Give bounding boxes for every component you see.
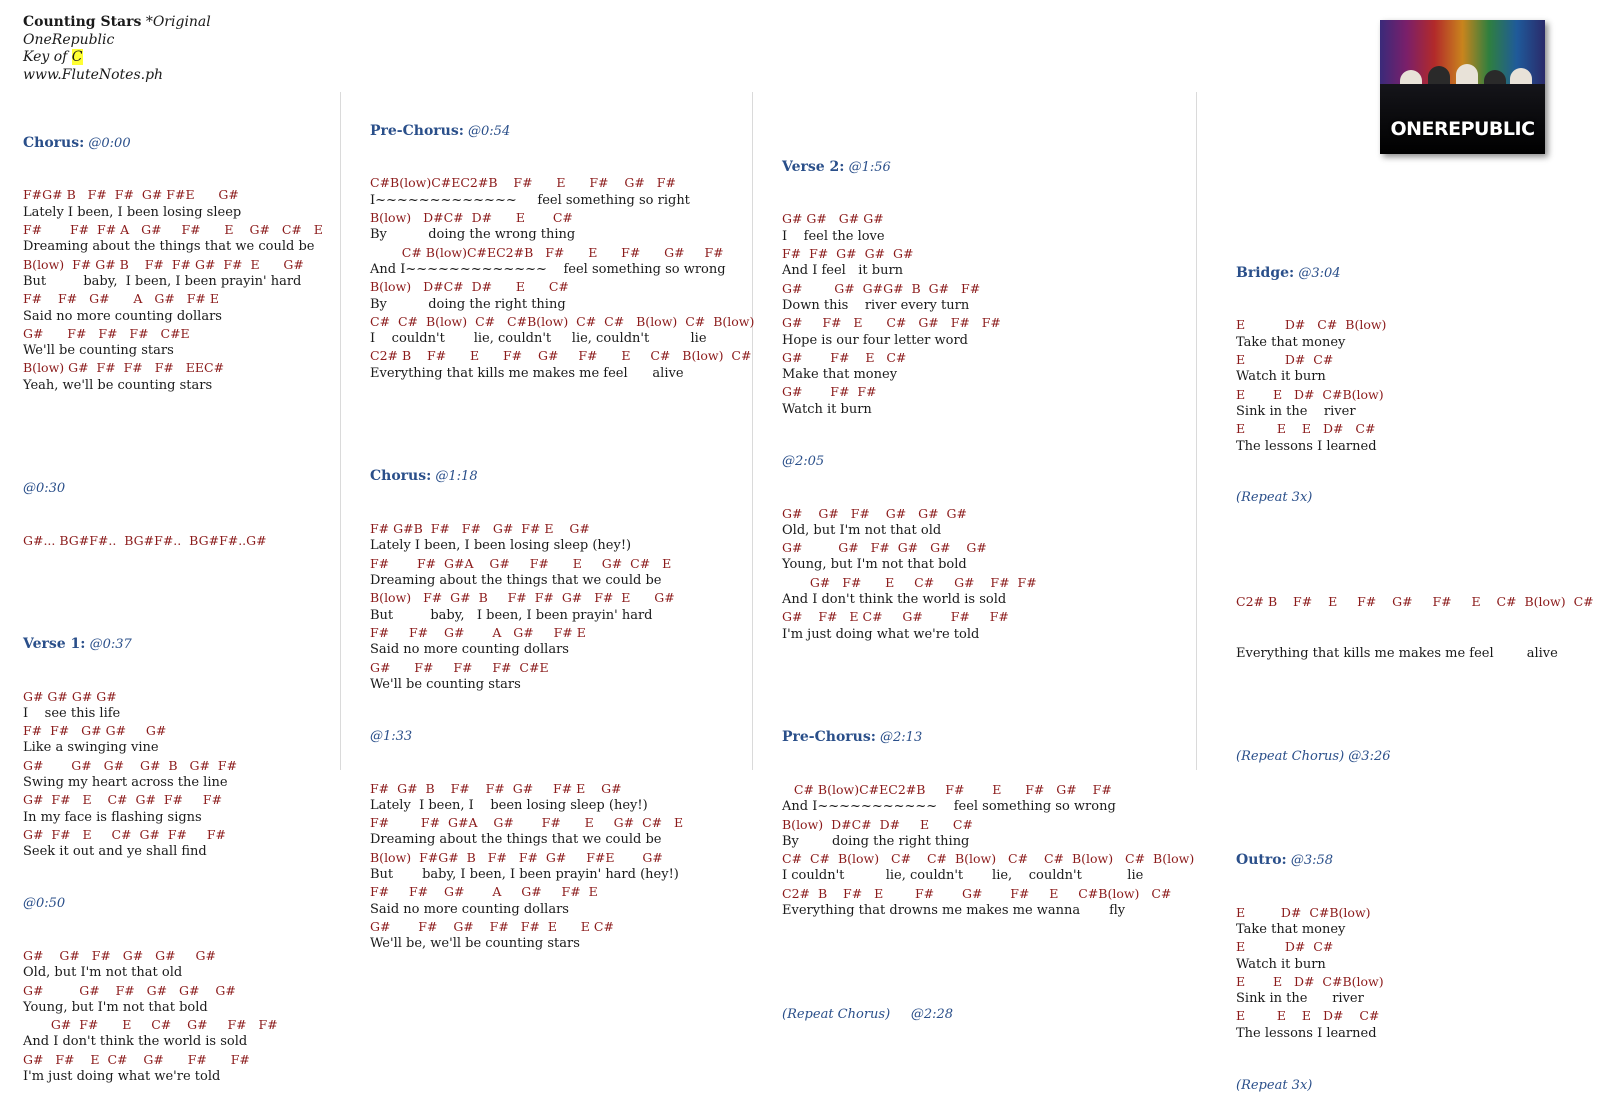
song-title: Counting Stars <box>23 14 142 30</box>
lyric-line: By doing the right thing <box>782 833 970 849</box>
column-divider <box>1196 92 1197 770</box>
chord-line: G# F# E C# G# F# F# <box>23 826 227 842</box>
chord-line: C# C# B(low) C# C# B(low) C# C# B(low) C# B(low) <box>782 851 1195 867</box>
chord-line: F# F# G# A G# F# E <box>370 884 598 900</box>
section-header <box>370 123 754 140</box>
chord-line: G# F# F# F# C#E <box>23 325 190 341</box>
lyric-line: Like a swinging vine <box>23 740 159 756</box>
section-label: Bridge: <box>1236 264 1295 281</box>
lyric-line: Take that money <box>1236 334 1346 350</box>
lyric-line: Lately I been, I been losing sleep (hey!) <box>370 538 632 554</box>
interlude-time: @0:30 <box>23 481 66 497</box>
section-time: @0:00 <box>88 135 131 151</box>
section-label: Verse 1: <box>23 635 86 652</box>
section-time: @0:50 <box>23 896 66 912</box>
artist-name: OneRepublic <box>23 31 115 48</box>
chord-line: G# G# G# G# <box>782 211 884 227</box>
lyric-line: Said no more counting dollars <box>370 901 569 917</box>
chord-line: F# F# G#A G# F# E G# C# E <box>370 555 672 571</box>
lyric-line: And I don't think the world is sold <box>782 592 1007 608</box>
chord-line: G# G# G# G# <box>23 688 117 704</box>
chord-line: G# F# E C# G# F# F# <box>23 1051 250 1067</box>
section-time: @1:56 <box>848 159 891 175</box>
lyric-line: By doing the wrong thing <box>370 227 576 243</box>
chord-line: G# F# E C# G# F# F# <box>782 315 1001 331</box>
chord-line: B(low) D#C# D# E C# <box>782 816 973 832</box>
lyric-line: Old, but I'm not that old <box>782 522 942 538</box>
lyric-line: I feel the love <box>782 228 885 244</box>
section-label: Chorus: <box>370 468 432 485</box>
chord-line: G# F# F# <box>782 384 877 400</box>
line-group <box>370 520 754 693</box>
chord-line: G# F# E C# <box>782 349 907 365</box>
lyric-line: Seek it out and ye shall find <box>23 844 207 860</box>
chord-line: G# F# E C# G# F# F# <box>782 609 1009 625</box>
section-label: Verse 2: <box>782 158 845 175</box>
section-header <box>23 636 323 653</box>
section-label: Pre-Chorus: <box>370 122 464 139</box>
lyric-line: But baby, I been, I been prayin' hard <box>23 273 302 289</box>
chord-line: B(low) F#G# B F# F# G# F#E G# <box>370 849 663 865</box>
lyric-line: But baby, I been, I been prayin' hard <box>370 607 653 623</box>
section-time: @1:18 <box>435 469 478 485</box>
lyric-line: And I feel it burn <box>782 263 904 279</box>
column-4 <box>1236 230 1594 1111</box>
section-time: @0:37 <box>89 636 132 652</box>
lyric-line: Down this river every turn <box>782 297 970 313</box>
chord-line: C# B(low)C#EC2#B F# E F# G# F# <box>370 244 724 260</box>
line-group <box>1236 904 1594 1042</box>
chord-line: F# G#B F# F# G# F# E G# <box>370 521 590 537</box>
line-group <box>23 186 323 394</box>
section-header <box>1236 265 1594 282</box>
line-group <box>370 174 754 382</box>
lyric-line: Swing my heart across the line <box>23 774 228 790</box>
lyric-line: Lately I been, I been losing sleep (hey!) <box>370 797 648 813</box>
line-group <box>23 947 323 1085</box>
lyric-line: Sink in the river <box>1236 403 1356 419</box>
lyric-line: By doing the right thing <box>370 296 566 312</box>
repeat-chorus-note <box>782 1006 1194 1023</box>
section-header <box>370 468 754 485</box>
chord-line: C# C# B(low) C# C#B(low) C# C# B(low) C# B(low) <box>370 313 755 329</box>
chord-line: B(low) G# F# F# F# EEC# <box>23 360 225 376</box>
chord-line: B(low) D#C# D# E C# <box>370 210 573 226</box>
repeat-time: @2:28 <box>910 1006 954 1022</box>
chord-line: C2# B F# E F# G# F# E C# B(low) C# <box>1236 593 1594 609</box>
lyric-line: We'll be, we'll be counting stars <box>370 936 580 952</box>
chord-line: E E E D# C# <box>1236 421 1376 437</box>
chord-line: E D# C#B(low) <box>1236 904 1371 920</box>
song-key: C <box>71 49 83 65</box>
chord-line: B(low) F# G# B F# F# G# F# E G# <box>370 590 675 606</box>
section-time: @0:54 <box>468 123 511 139</box>
title-note: *Original <box>145 14 211 30</box>
column-2 <box>370 88 754 970</box>
chord-line: B(low) F# G# B F# F# G# F# E G# <box>23 256 304 272</box>
lyric-line: Watch it burn <box>782 401 872 417</box>
section-time: @3:04 <box>1298 265 1341 281</box>
chord-line: E E D# C#B(low) <box>1236 973 1384 989</box>
chord-line: G# F# E C# G# F# F# <box>23 792 223 808</box>
chord-line: C2# B F# E F# G# F# E C# B(low) C# <box>370 348 752 364</box>
chord-line: E E D# C#B(low) <box>1236 386 1384 402</box>
lyric-line: Everything that kills me makes me feel alive <box>370 365 684 381</box>
repeat-note: (Repeat 3x) <box>1236 1077 1313 1093</box>
lyric-line: The lessons I learned <box>1236 1025 1377 1041</box>
lyric-line: But baby, I been, I been prayin' hard (hey!) <box>370 867 679 883</box>
lyric-line: I see this life <box>23 705 121 721</box>
lyric-line: Everything that kills me makes me feel alive <box>1236 645 1558 661</box>
chord-line: F# F# F# A G# F# E G# C# E <box>23 222 323 238</box>
line-group <box>370 780 754 953</box>
chord-line: G# G# F# G# G# G# <box>23 947 216 963</box>
lyric-line: Young, but I'm not that bold <box>782 557 967 573</box>
lyric-line: Young, but I'm not that bold <box>23 999 208 1015</box>
lyric-line: We'll be counting stars <box>23 343 174 359</box>
chord-line: F# F# G#A G# F# E G# C# E <box>370 815 684 831</box>
chord-line: C# B(low)C#EC2#B F# E F# G# F# <box>782 781 1112 797</box>
section-time: @2:13 <box>880 730 923 746</box>
repeat-time: @3:26 <box>1348 749 1391 765</box>
chord-line: F#G# B F# F# G# F#E G# <box>23 187 239 203</box>
lyric-line: Watch it burn <box>1236 369 1326 385</box>
key-label: Key of <box>23 49 68 65</box>
section-time: @3:58 <box>1290 852 1334 868</box>
chord-line: E D# C# B(low) <box>1236 317 1387 333</box>
chord-line: G# F# E C# G# F# F# <box>23 1017 278 1033</box>
repeat-text: (Repeat Chorus) <box>1236 749 1345 765</box>
site-url: www.FluteNotes.ph <box>23 66 164 83</box>
section-header <box>782 729 1194 746</box>
lyric-line: And I~~~~~~~~~~~ feel something so wrong <box>782 799 1116 815</box>
chord-line: F# F# G# A G# F# E <box>370 624 586 640</box>
chord-line: G# F# G# F# F# E E C# <box>370 918 614 934</box>
lyric-line: The lessons I learned <box>1236 438 1377 454</box>
lyric-line: Make that money <box>782 367 898 383</box>
lyric-line: Watch it burn <box>1236 956 1326 972</box>
lyric-line: Everything that drowns me makes me wanna fly <box>782 903 1126 919</box>
line-group <box>782 505 1194 643</box>
section-time: @2:05 <box>782 453 825 469</box>
lyric-line: Dreaming about the things that we could be <box>23 239 315 255</box>
section-time: @1:33 <box>370 728 413 744</box>
section-label: Chorus: <box>23 134 85 151</box>
line-group <box>23 688 323 861</box>
lyric-line: Dreaming about the things that we could be <box>370 832 662 848</box>
section-label: Outro: <box>1236 851 1287 868</box>
lyric-line: Sink in the river <box>1236 991 1364 1007</box>
line-group <box>782 781 1194 919</box>
lyric-line: I couldn't lie, couldn't lie, couldn't lie <box>370 331 707 347</box>
chord-line: F# F# G# A G# F# E <box>23 291 219 307</box>
repeat-note: (Repeat 3x) <box>1236 490 1313 506</box>
lyric-line: Hope is our four letter word <box>782 332 969 348</box>
lyric-line: In my face is flashing signs <box>23 809 202 825</box>
chord-line: C2# B F# E F# G# F# E C#B(low) C# <box>782 885 1172 901</box>
album-logo-image <box>1380 20 1545 154</box>
chord-line: F# F# G# G# G# <box>782 246 914 262</box>
line-group <box>1236 316 1594 454</box>
lyric-line: Said no more counting dollars <box>370 642 569 658</box>
chord-line: F# G# B F# F# G# F# E G# <box>370 780 622 796</box>
lyric-line: Old, but I'm not that old <box>23 965 183 981</box>
section-header <box>1236 852 1594 869</box>
chord-line: G# G# F# G# G# G# <box>782 505 968 521</box>
chord-line: G# F# F# F# C#E <box>370 659 549 675</box>
chord-line: E D# C# <box>1236 352 1334 368</box>
lyric-line: I couldn't lie, couldn't lie, couldn't lie <box>782 868 1144 884</box>
repeat-chorus-note <box>1236 748 1594 765</box>
lyric-line: I'm just doing what we're told <box>23 1069 221 1085</box>
chord-line: B(low) D#C# D# E C# <box>370 279 569 295</box>
lyric-line: Take that money <box>1236 921 1346 937</box>
lyric-line: Said no more counting dollars <box>23 308 222 324</box>
chord-line: G# G# F# G# G# G# <box>23 982 236 998</box>
lyric-line: I~~~~~~~~~~~~~ feel something so right <box>370 192 690 208</box>
lyric-line: Dreaming about the things that we could be <box>370 573 662 589</box>
chord-line: G# G# F# G# G# G# <box>782 540 987 556</box>
lyric-line: Yeah, we'll be counting stars <box>23 377 213 393</box>
chord-line: F# F# G# G# G# <box>23 723 167 739</box>
lyric-line: Lately I been, I been losing sleep <box>23 204 242 220</box>
section-header <box>23 135 323 152</box>
section-label: Pre-Chorus: <box>782 729 876 746</box>
column-3 <box>782 124 1194 1040</box>
chord-line: G# G# G# G# B G# F# <box>23 757 238 773</box>
chord-line: C#B(low)C#EC2#B F# E F# G# F# <box>370 175 676 191</box>
interlude-notes: G#... BG#F#.. BG#F#.. BG#F#..G# <box>23 533 267 549</box>
line-group <box>782 210 1194 418</box>
lyric-line: And I~~~~~~~~~~~~~ feel something so wrong <box>370 261 726 277</box>
song-header <box>23 14 211 84</box>
chord-line: G# F# E C# G# F# F# <box>782 574 1037 590</box>
column-1 <box>23 100 323 1103</box>
column-divider <box>340 92 341 770</box>
lyric-line: I'm just doing what we're told <box>782 626 980 642</box>
section-header <box>782 159 1194 176</box>
logo-text: ONEREPUBLIC <box>1390 118 1535 140</box>
repeat-text: (Repeat Chorus) <box>782 1006 891 1022</box>
lyric-line: We'll be counting stars <box>370 676 521 692</box>
chord-line: G# G# G#G# B G# F# <box>782 280 981 296</box>
chord-line: E D# C# <box>1236 939 1334 955</box>
chord-line: E E E D# C# <box>1236 1008 1380 1024</box>
lyric-line: And I don't think the world is sold <box>23 1034 248 1050</box>
